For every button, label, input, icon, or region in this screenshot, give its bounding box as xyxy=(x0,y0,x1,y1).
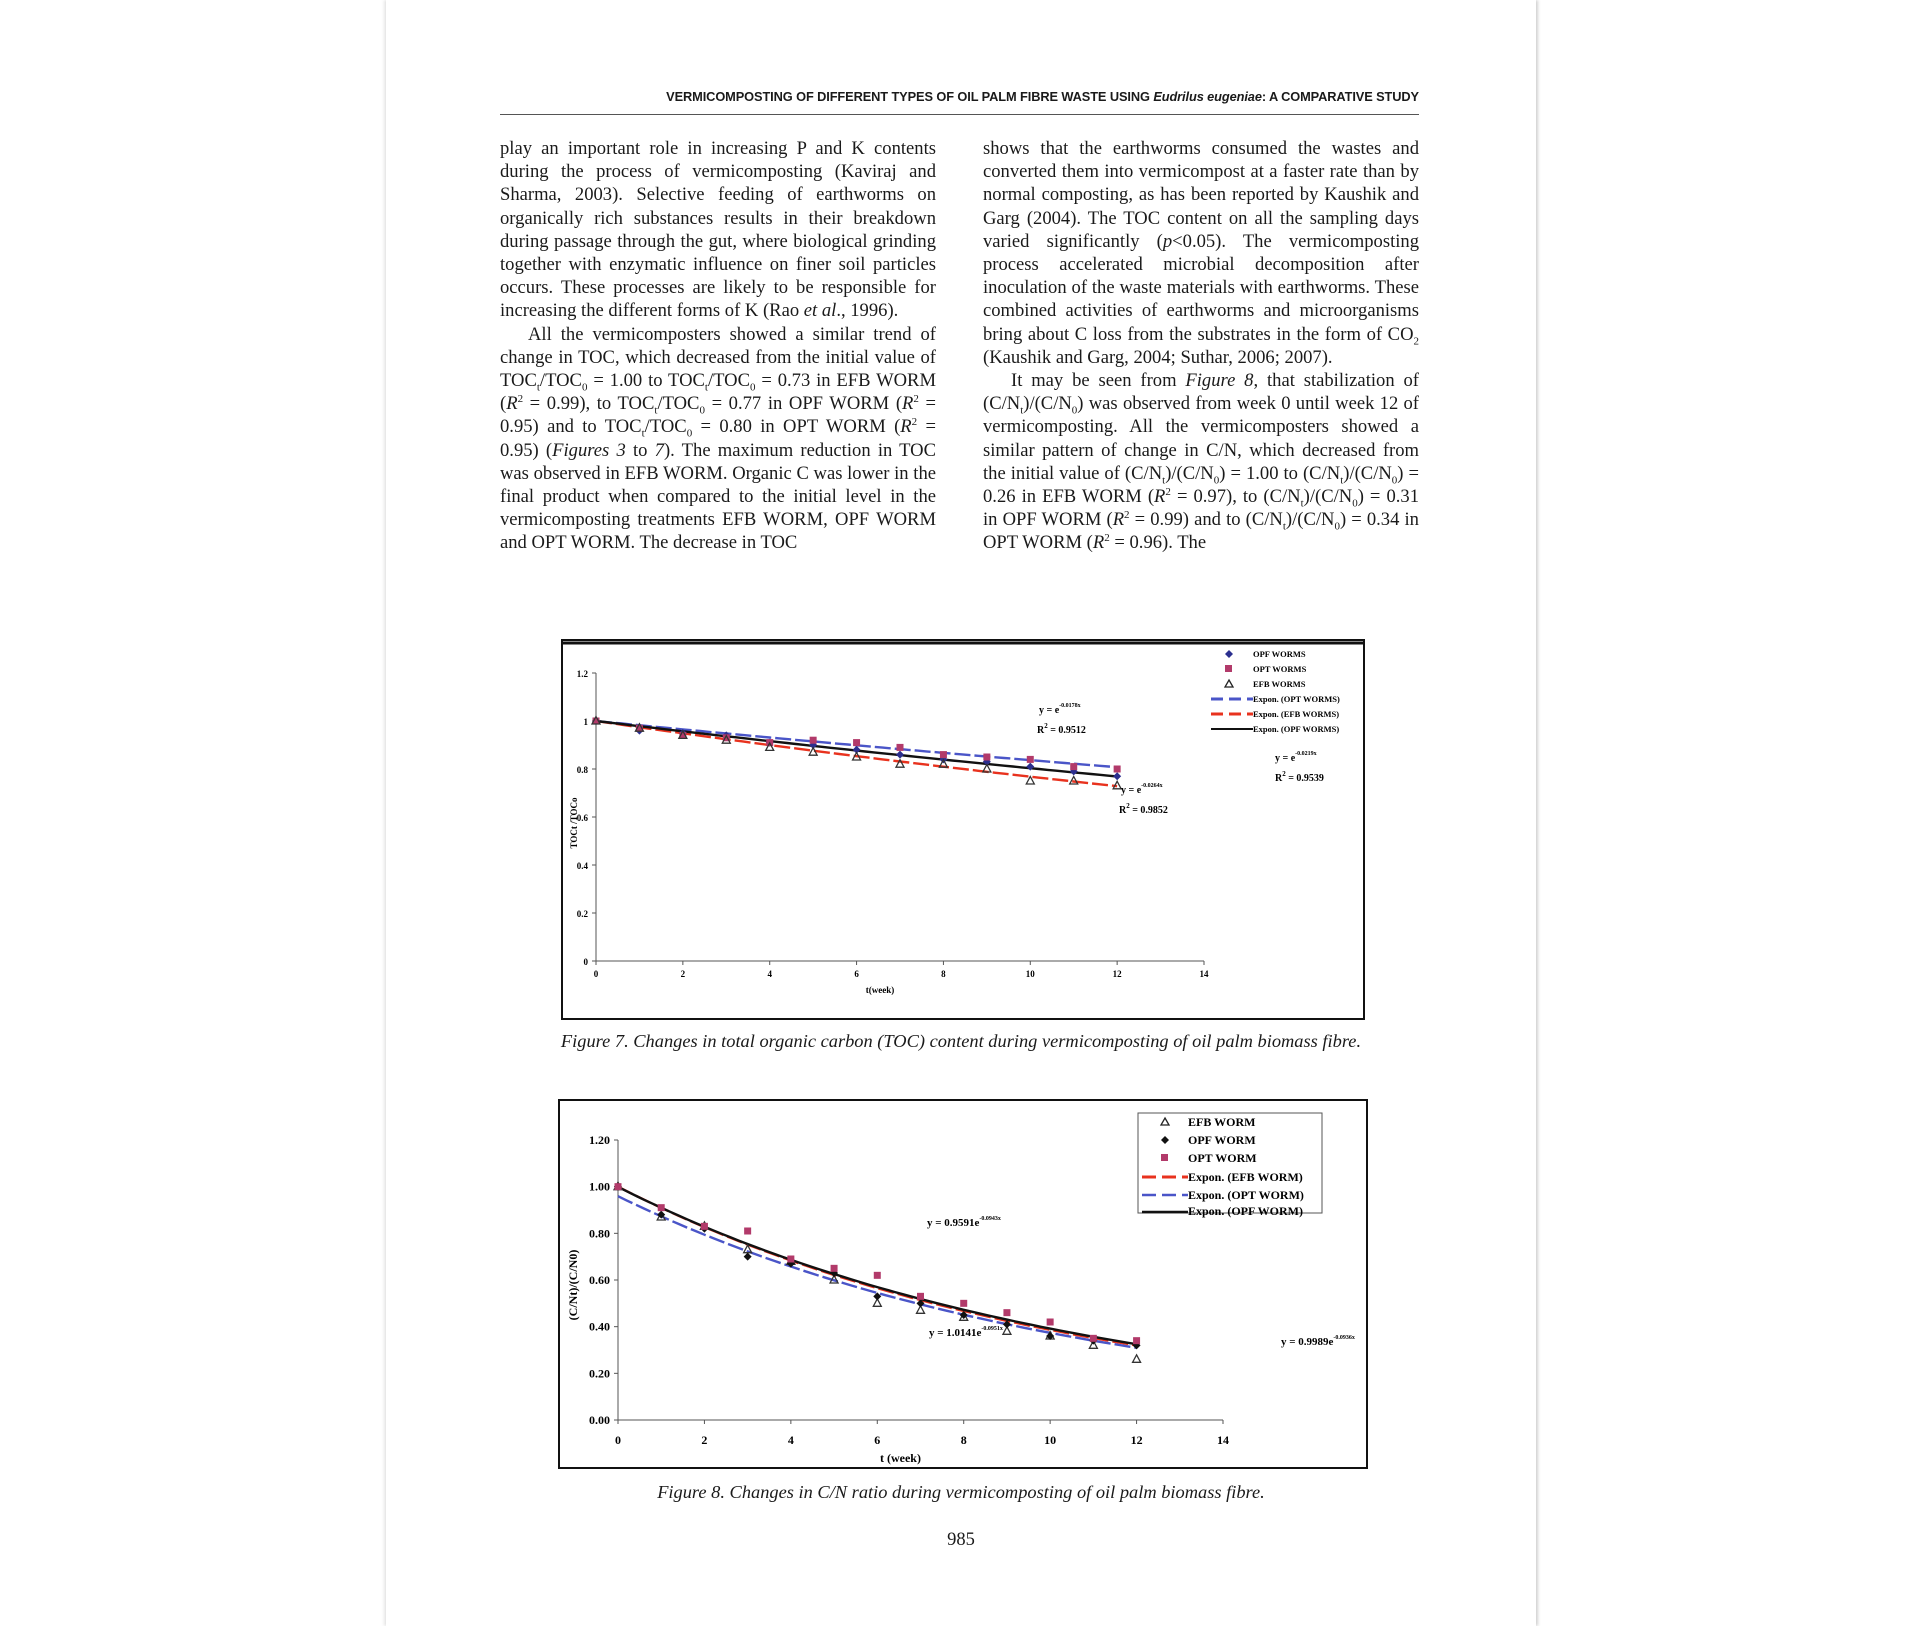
right-paragraph-2: It may be seen from Figure 8, that stabilization of $(C/N_t)/(C/N_0)$ was observed from week 0 until week 12 of vermicomposting. All the vermicomposters showed a similar pattern of change in C/N, which decreased from the initial value of $(C/N_t)/(C/N_0) = 1.00$ to $(C/N_t)/(C/N_0) = 0.26$ in EFB WORM $(R^2 = 0.97)$, to $(C/N_t)/(C/N_0) = 0.31$ in OPF WORM $(R^2 = 0.99)$ and to $(C/N_t)/(C/N_0) = 0.34$ in OPT WORM $(R^2 = 0.96)$. The xyxy=(983,370,1420,554)
figure-7-eq3: $y = e^{-0.0264x}$ xyxy=(1121,783,1163,796)
figure-8-legend-item: OPF WORM xyxy=(1188,1133,1256,1147)
figure-7-eq1-r2: $R^2 = 0.9512$ xyxy=(1037,722,1086,736)
x-tick-label: 8 xyxy=(941,969,946,979)
y-tick-label: 0.20 xyxy=(589,1366,610,1381)
running-head-suffix: : A COMPARATIVE STUDY xyxy=(1261,89,1419,104)
y-tick-label: 0.00 xyxy=(589,1413,610,1427)
figure-8-legend-item: Expon. (OPF WORM) xyxy=(1188,1204,1304,1218)
x-axis-title: t (week) xyxy=(880,1451,921,1465)
data-point xyxy=(1113,772,1121,780)
x-tick-label: 6 xyxy=(854,969,859,979)
y-tick-label: 1.2 xyxy=(576,669,588,679)
data-point xyxy=(940,751,947,758)
legend-square-icon xyxy=(1225,665,1232,672)
figure-7-frame xyxy=(561,639,1365,1020)
x-tick-label: 8 xyxy=(960,1433,967,1447)
y-axis-title: TOCt /TOCo xyxy=(569,797,579,849)
figure-7-legend-item: Expon. (OPT WORMS) xyxy=(1253,694,1340,704)
y-tick-label: 1.20 xyxy=(589,1133,610,1147)
figure-7-legend xyxy=(1211,649,1340,734)
fit-line xyxy=(618,1187,1137,1346)
legend-diamond-icon xyxy=(1225,650,1233,658)
y-tick-label: 1 xyxy=(583,717,588,727)
running-head xyxy=(500,89,1419,104)
figure-7-legend-item: OPF WORMS xyxy=(1253,649,1306,659)
x-tick-label: 2 xyxy=(680,969,686,979)
figure-7-eq3-r2: $R^2 = 0.9852$ xyxy=(1119,802,1168,816)
data-point xyxy=(658,1204,665,1211)
y-tick-label: 0.40 xyxy=(589,1319,610,1334)
x-tick-label: 2 xyxy=(701,1433,708,1447)
y-tick-label: 0.4 xyxy=(576,861,588,871)
x-tick-label: 12 xyxy=(1130,1433,1143,1447)
data-point xyxy=(810,737,817,744)
y-tick-label: 1.00 xyxy=(589,1179,610,1194)
data-point xyxy=(701,1223,708,1230)
figure-7-equations xyxy=(1037,703,1324,816)
left-paragraph-2: All the vermicomposters showed a similar trend of change in TOC, which decreased from the initial value of $TOC_t/TOC_0 = 1.00$ to $TOC_t/TOC_0 = 0.73$ in EFB WORM $(R^2 = 0.99)$, to $TOC_t/TOC_0 = 0.77$ in OPF WORM $(R^2 = 0.95)$ and to $TOC_t/TOC_0 = 0.80$ in OPT WORM $(R^2 = 0.95)$ (Figures 3 to 7). The maximum reduction in TOC was observed in EFB WORM. Organic C was lower in the final product when compared to the initial level in the vermicomposting treatments EFB WORM, OPF WORM and OPT WORM. The decrease in TOC xyxy=(500,323,936,554)
figure-8-fit-lines xyxy=(618,1187,1137,1348)
data-point xyxy=(1133,1337,1140,1344)
y-tick-label: 0.80 xyxy=(589,1226,610,1241)
figure-7-eq1: $y = e^{-0.0178x}$ xyxy=(1039,703,1081,716)
y-tick-label: 0.60 xyxy=(589,1273,610,1287)
figure-7-axes xyxy=(569,669,1209,995)
data-point xyxy=(1047,1319,1054,1326)
figure-7-legend-item: Expon. (EFB WORMS) xyxy=(1253,709,1340,719)
left-column xyxy=(500,137,936,555)
x-tick-label: 0 xyxy=(593,969,599,979)
x-tick-label: 12 xyxy=(1112,969,1122,979)
data-point xyxy=(1090,1335,1097,1342)
header-rule xyxy=(500,114,1419,115)
figure-8-axes xyxy=(566,1133,1229,1465)
figure-8-eq1: $y = 0.9591e^{-0.0943x}$ xyxy=(927,1216,1001,1229)
figure-7-chart xyxy=(563,641,1363,1018)
running-head-prefix: VERMICOMPOSTING OF DIFFERENT TYPES OF OIL PALM FIBRE WASTE USING xyxy=(666,89,1154,104)
data-point xyxy=(873,1292,881,1300)
data-point xyxy=(1070,777,1078,785)
figure-7-legend-item: Expon. (OPF WORMS) xyxy=(1253,724,1340,734)
right-paragraph-1: shows that the earthworms consumed the wastes and converted them into vermicompost at a faster rate than by normal composting, as has been reported by Kaushik and Garg (2004). The TOC content on all the sampling days varied significantly (p<0.05). The vermicomposting process accelerated microbial decomposition after inoculation of the waste materials with earthworms. These combined activities of earthworms and microorganisms bring about C loss from the substrates in the form of $CO_2$ (Kaushik and Garg, 2004; Suthar, 2006; 2007). xyxy=(983,138,1419,368)
figure-8-equations xyxy=(927,1216,1355,1348)
data-point xyxy=(1027,756,1034,763)
figure-7-eq2-r2: $R^2 = 0.9539$ xyxy=(1275,770,1324,784)
figure-8-legend-item: Expon. (OPT WORM) xyxy=(1188,1188,1304,1202)
figure-8-legend-item: OPT WORM xyxy=(1188,1151,1257,1165)
x-axis-title: t(week) xyxy=(865,985,895,995)
figure-7-legend-item: OPT WORMS xyxy=(1253,664,1307,674)
page-number: 985 xyxy=(947,1530,975,1550)
data-point xyxy=(831,1265,838,1272)
legend-triangle-icon xyxy=(1225,680,1233,687)
running-head-species: Eudrilus eugeniae xyxy=(1153,89,1262,104)
left-paragraph-1: play an important role in increasing P and K contents during the process of vermicomposting (Kaviraj and Sharma, 2003). Selective feeding of earthworms on organically rich substances results in their breakdown during passage through the gut, where biological grinding together with enzymatic influence on finer soil particles occurs. These processes are likely to be responsible for increasing the different forms of K (Rao et al., 1996). xyxy=(500,138,936,322)
data-point xyxy=(960,1300,967,1307)
data-point xyxy=(917,1293,924,1300)
x-tick-label: 0 xyxy=(615,1433,621,1447)
legend-square-icon xyxy=(1161,1154,1168,1161)
figure-8-legend-item: EFB WORM xyxy=(1188,1115,1256,1129)
x-tick-label: 6 xyxy=(874,1433,881,1447)
y-tick-label: 0.2 xyxy=(576,909,588,919)
data-point xyxy=(1070,763,1077,770)
x-tick-label: 14 xyxy=(1217,1433,1229,1447)
figure-8-legend-item: Expon. (EFB WORM) xyxy=(1188,1170,1303,1184)
y-tick-label: 0.8 xyxy=(576,765,588,775)
data-point xyxy=(1114,766,1121,773)
figure-7-caption: Figure 7. Changes in total organic carbon (TOC) content during vermicomposting of oil palm biomass fibre. xyxy=(560,1031,1362,1051)
figure-8-eq3: $y = 0.9989e^{-0.0936x}$ xyxy=(1281,1335,1355,1348)
data-point xyxy=(615,1183,622,1190)
y-tick-label: 0.6 xyxy=(576,813,588,823)
x-tick-label: 4 xyxy=(767,969,772,979)
x-tick-label: 14 xyxy=(1199,969,1209,979)
figure-8-chart xyxy=(560,1101,1366,1467)
data-point xyxy=(744,1228,751,1235)
fit-line xyxy=(618,1187,1137,1344)
data-point xyxy=(1133,1355,1141,1363)
data-point xyxy=(744,1253,752,1261)
y-axis-title: (C/Nt)/(C/N0) xyxy=(566,1249,580,1321)
data-point xyxy=(787,1256,794,1263)
figure-8-caption: Figure 8. Changes in C/N ratio during vermicomposting of oil palm biomass fibre. xyxy=(657,1482,1265,1502)
data-point xyxy=(853,739,860,746)
figure-8-eq2: $y = 1.0141e^{-0.0951x}$ xyxy=(929,1326,1003,1339)
data-point xyxy=(897,744,904,751)
data-point xyxy=(1003,1309,1010,1316)
x-tick-label: 10 xyxy=(1025,969,1035,979)
data-point xyxy=(983,754,990,761)
figure-8-frame xyxy=(558,1099,1368,1469)
x-tick-label: 10 xyxy=(1044,1433,1057,1447)
x-tick-label: 4 xyxy=(787,1433,794,1447)
data-point xyxy=(896,751,904,759)
figure-7-legend-item: EFB WORMS xyxy=(1253,679,1306,689)
data-point xyxy=(874,1272,881,1279)
figure-7-eq2: $y = e^{-0.0219x}$ xyxy=(1275,751,1317,764)
y-tick-label: 0 xyxy=(583,957,588,967)
right-column xyxy=(983,137,1419,555)
figure-8-legend xyxy=(1138,1113,1322,1218)
